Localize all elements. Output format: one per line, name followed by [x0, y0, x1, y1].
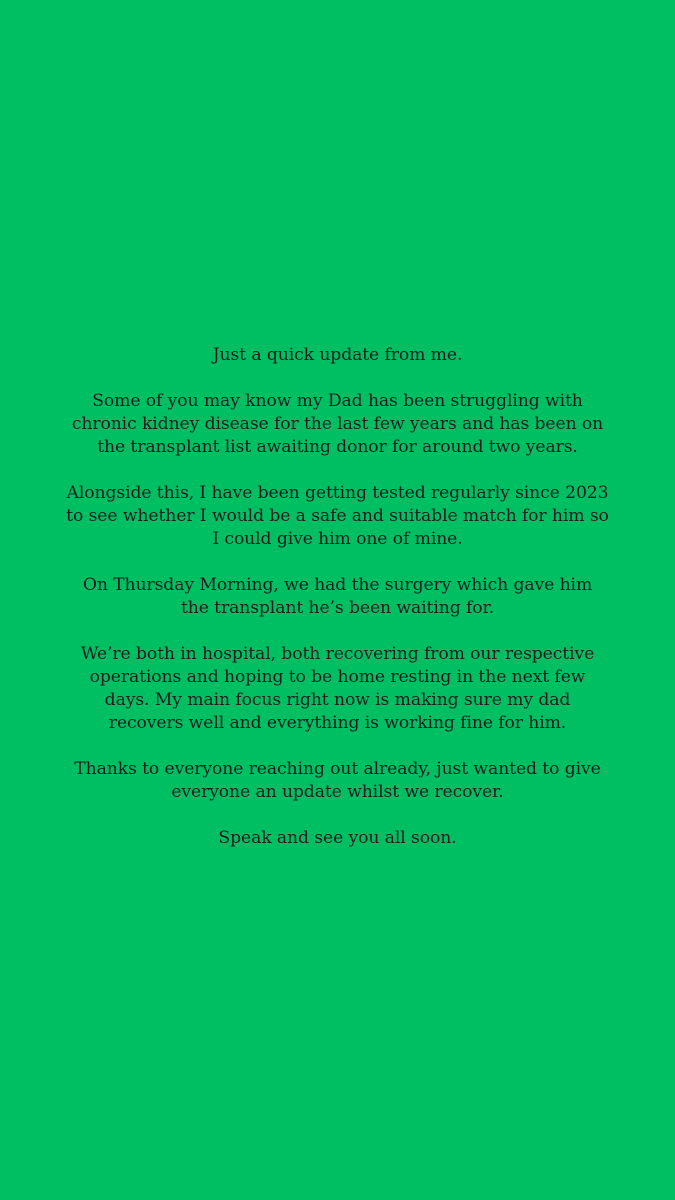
story-text-block — [0, 344, 675, 873]
text-line: I could give him one of mine. — [212, 529, 463, 549]
text-line: to see whether I would be a safe and suitable match for him so — [66, 506, 609, 526]
paragraph-dad-kidney — [0, 390, 675, 459]
text-line: On Thursday Morning, we had the surgery which gave him — [82, 575, 593, 595]
paragraph-testing — [0, 482, 675, 551]
text-line: operations and hoping to be home resting in the next few — [89, 667, 586, 687]
paragraph-recovery — [0, 643, 675, 735]
text-line: Thanks to everyone reaching out already, just wanted to give — [74, 759, 601, 779]
text-line: We’re both in hospital, both recovering from our respective — [80, 644, 595, 664]
paragraph-thanks — [0, 758, 675, 804]
text-line: Some of you may know my Dad has been struggling with — [92, 391, 583, 411]
text-line: Alongside this, I have been getting tested regularly since 2023 — [66, 483, 609, 503]
text-line: Just a quick update from me. — [212, 345, 463, 365]
text-line: Speak and see you all soon. — [218, 828, 457, 848]
paragraph-signoff — [0, 827, 675, 850]
paragraph-intro — [0, 344, 675, 367]
text-line: days. My main focus right now is making sure my dad — [104, 690, 571, 710]
text-line: everyone an update whilst we recover. — [171, 782, 504, 802]
text-line: chronic kidney disease for the last few years and has been on — [71, 414, 604, 434]
paragraph-surgery — [0, 574, 675, 620]
text-line: the transplant he’s been waiting for. — [180, 598, 495, 618]
text-line: the transplant list awaiting donor for around two years. — [97, 437, 578, 457]
text-line: recovers well and everything is working fine for him. — [108, 713, 567, 733]
